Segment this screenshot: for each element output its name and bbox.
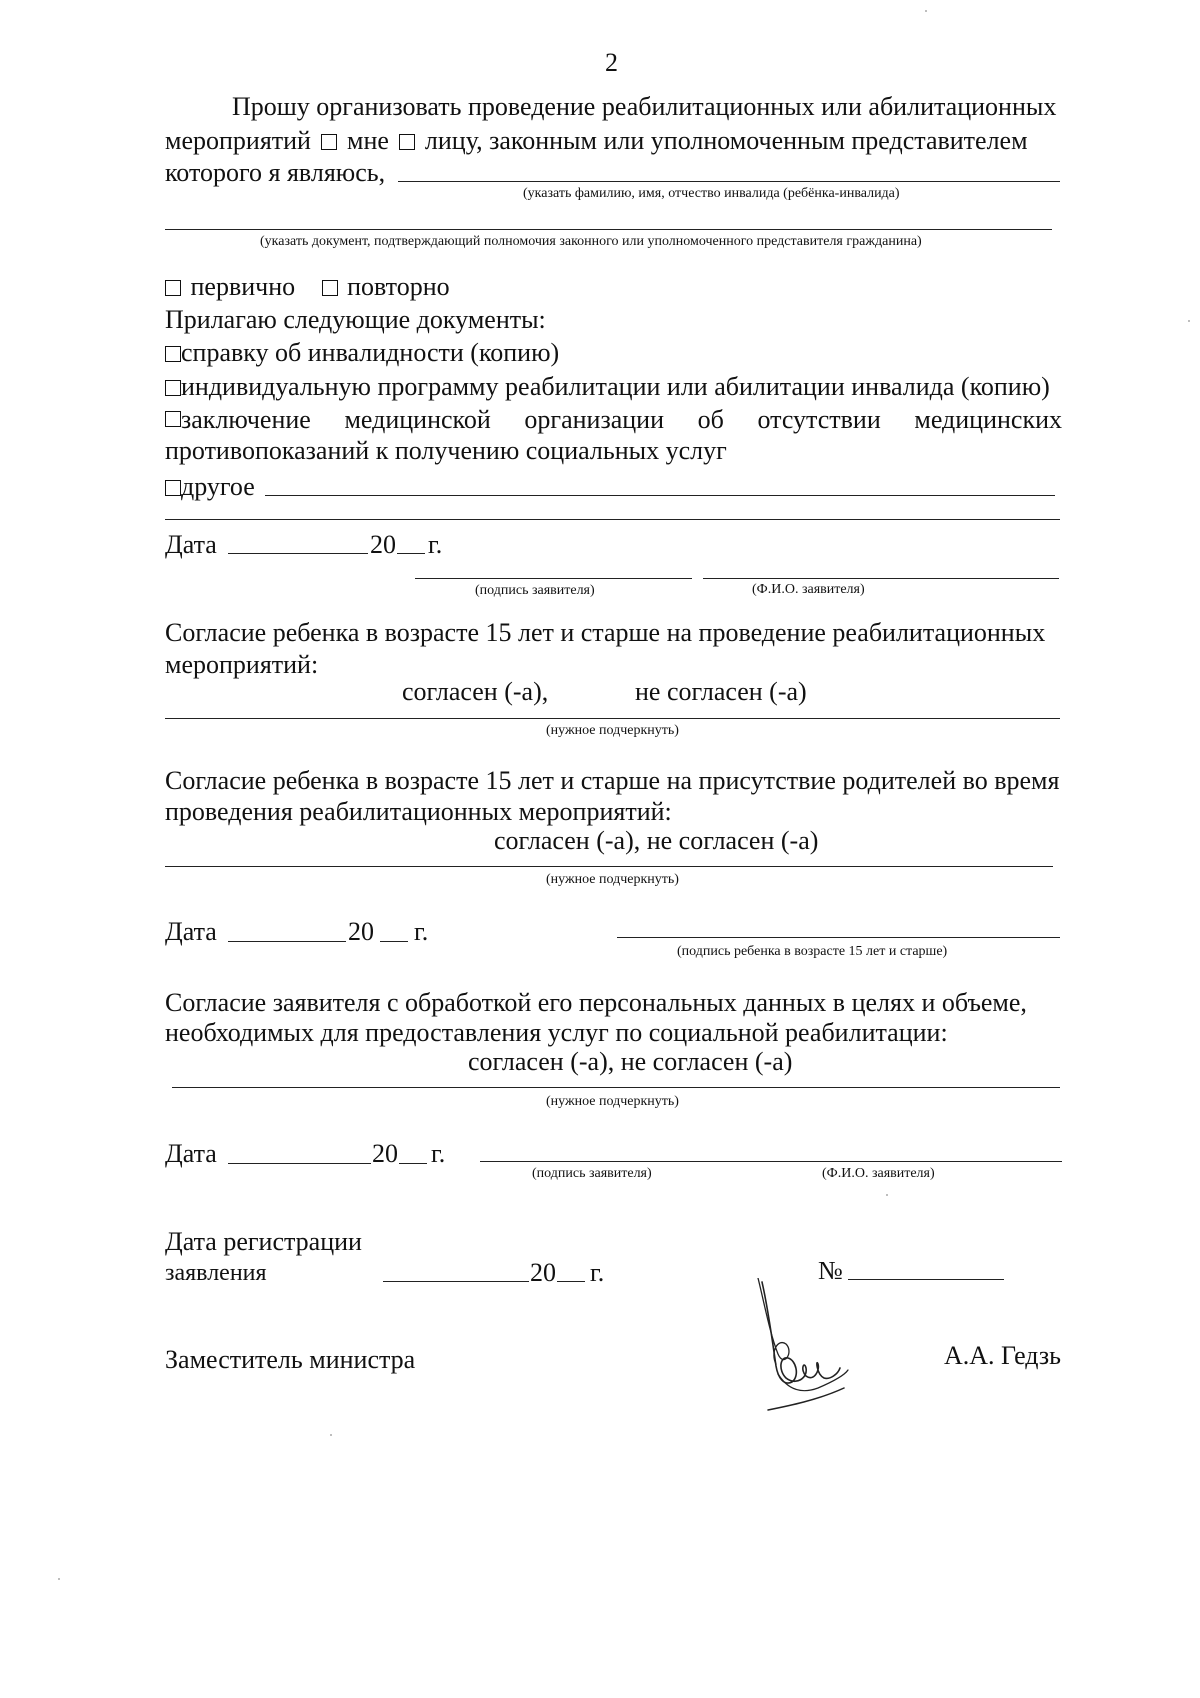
attachment-item-3-continued: противопоказаний к получению социальных услуг	[165, 436, 727, 465]
consent-rehab-disagree[interactable]: не согласен (-а)	[635, 677, 807, 706]
checkbox-repeat[interactable]	[322, 280, 338, 296]
consent-rehab-line-2: мероприятий:	[165, 650, 319, 679]
registration-label-line-1: Дата регистрации	[165, 1227, 362, 1256]
date-1-year-prefix: 20	[370, 530, 396, 559]
attachments-heading: Прилагаю следующие документы:	[165, 305, 546, 334]
consent-parents-options[interactable]: согласен (-а), не согласен (-а)	[494, 826, 819, 855]
date-3-year-suffix: г.	[431, 1139, 446, 1168]
signatory-position: Заместитель министра	[165, 1345, 416, 1374]
page-number: 2	[605, 48, 618, 77]
consent-data-line-1: Согласие заявителя с обработкой его персональных данных в целях и объеме,	[165, 988, 1027, 1017]
consent-rehab-caption: (нужное подчеркнуть)	[546, 723, 679, 738]
attachment-item-1	[165, 338, 559, 368]
request-represented-label: лицу, законным или уполномоченным представителем	[424, 126, 1028, 155]
date-3-year-prefix: 20	[372, 1139, 398, 1168]
consent-data-caption: (нужное подчеркнуть)	[546, 1094, 679, 1109]
registration-label-line-2: заявления	[165, 1260, 267, 1286]
date-2-year-suffix: г.	[414, 917, 429, 946]
date-1-input-line[interactable]	[228, 553, 368, 554]
request-line-1: Прошу организовать проведение реабилитационных или абилитационных	[232, 92, 1057, 121]
date-2-label: Дата	[165, 917, 217, 946]
consent-data-line-2: необходимых для предоставления услуг по социальной реабилитации:	[165, 1018, 948, 1047]
checkbox-represented[interactable]	[399, 134, 415, 150]
registration-year-prefix: 20	[530, 1258, 556, 1287]
request-line-3: которого я являюсь,	[165, 158, 386, 187]
fio-caption: (указать фамилию, имя, отчество инвалида (ребёнка-инвалида)	[523, 186, 900, 201]
signatory-name: А.А. Гедзь	[944, 1341, 1061, 1370]
checkbox-disability-certificate[interactable]	[165, 346, 181, 362]
attachment-item-3	[165, 405, 1062, 435]
consent-rehab-agree[interactable]: согласен (-а),	[402, 677, 549, 706]
registration-year-suffix: г.	[590, 1258, 605, 1287]
name-1-line[interactable]	[703, 578, 1059, 579]
consent-parents-caption: (нужное подчеркнуть)	[546, 872, 679, 887]
date-1-year-suffix: г.	[428, 530, 443, 559]
signature-1-caption: (подпись заявителя)	[475, 583, 595, 598]
date-2-year-prefix: 20	[348, 917, 374, 946]
date-2-input-line[interactable]	[228, 941, 346, 942]
primary-label: первично	[190, 272, 296, 301]
document-caption: (указать документ, подтверждающий полномочия законного или уполномоченного представителя гражданина)	[260, 234, 922, 249]
frequency-row	[165, 272, 450, 302]
attachment-item-4	[165, 472, 255, 502]
registration-date-input-line[interactable]	[383, 1281, 529, 1282]
consent-parents-line-2: проведения реабилитационных мероприятий:	[165, 797, 672, 826]
name-1-caption: (Ф.И.О. заявителя)	[752, 582, 865, 597]
document-input-line[interactable]	[165, 229, 1052, 230]
attachment-item-3-label: заключение медицинской организации об отсутствии медицинских	[181, 405, 1062, 434]
date-1-label: Дата	[165, 530, 217, 559]
consent-parents-line[interactable]	[165, 866, 1053, 867]
scan-speck	[1188, 320, 1190, 322]
consent-rehab-line-1: Согласие ребенка в возрасте 15 лет и старше на проведение реабилитационных	[165, 618, 1046, 647]
request-self-label: мне	[346, 126, 389, 155]
attachment-item-2-label: индивидуальную программу реабилитации или абилитации инвалида (копию)	[181, 372, 1050, 401]
attachment-item-1-label: справку об инвалидности (копию)	[181, 338, 560, 367]
request-line-2-start: мероприятий	[165, 126, 311, 155]
signature-3-line[interactable]	[480, 1161, 1062, 1162]
checkbox-rehab-program[interactable]	[165, 380, 181, 396]
consent-parents-line-1: Согласие ребенка в возрасте 15 лет и старше на присутствие родителей во время	[165, 766, 1060, 795]
signature-3-caption: (подпись заявителя)	[532, 1166, 652, 1181]
registration-number-input-line[interactable]	[848, 1279, 1004, 1280]
other-input-line[interactable]	[265, 495, 1055, 496]
signature-1-line[interactable]	[415, 578, 692, 579]
checkbox-other[interactable]	[165, 480, 181, 496]
signature-2-line[interactable]	[617, 937, 1060, 938]
consent-data-options[interactable]: согласен (-а), не согласен (-а)	[468, 1047, 793, 1076]
fio-input-line[interactable]	[398, 181, 1060, 182]
name-3-caption: (Ф.И.О. заявителя)	[822, 1166, 935, 1181]
date-3-year-input-line[interactable]	[399, 1163, 427, 1164]
attachment-item-2	[165, 372, 1050, 402]
scan-speck	[330, 1434, 332, 1436]
consent-rehab-line[interactable]	[165, 718, 1060, 719]
request-line-2	[165, 126, 1060, 156]
date-3-label: Дата	[165, 1139, 217, 1168]
checkbox-self[interactable]	[321, 134, 337, 150]
registration-year-input-line[interactable]	[557, 1281, 585, 1282]
date-3-input-line[interactable]	[228, 1163, 371, 1164]
other-input-line-2[interactable]	[165, 519, 1060, 520]
signature-2-caption: (подпись ребенка в возрасте 15 лет и старше)	[677, 944, 948, 959]
date-2-year-input-line[interactable]	[380, 941, 408, 942]
registration-number-label: №	[818, 1256, 843, 1285]
consent-data-line[interactable]	[172, 1087, 1060, 1088]
checkbox-primary[interactable]	[165, 280, 181, 296]
scan-speck	[925, 10, 927, 12]
scan-speck	[886, 1194, 888, 1196]
date-1-year-input-line[interactable]	[397, 553, 425, 554]
checkbox-medical-conclusion[interactable]	[165, 411, 181, 427]
scan-speck	[58, 1578, 60, 1580]
attachment-item-4-label: другое	[181, 472, 255, 501]
handwritten-signature	[748, 1278, 858, 1418]
repeat-label: повторно	[347, 272, 450, 301]
